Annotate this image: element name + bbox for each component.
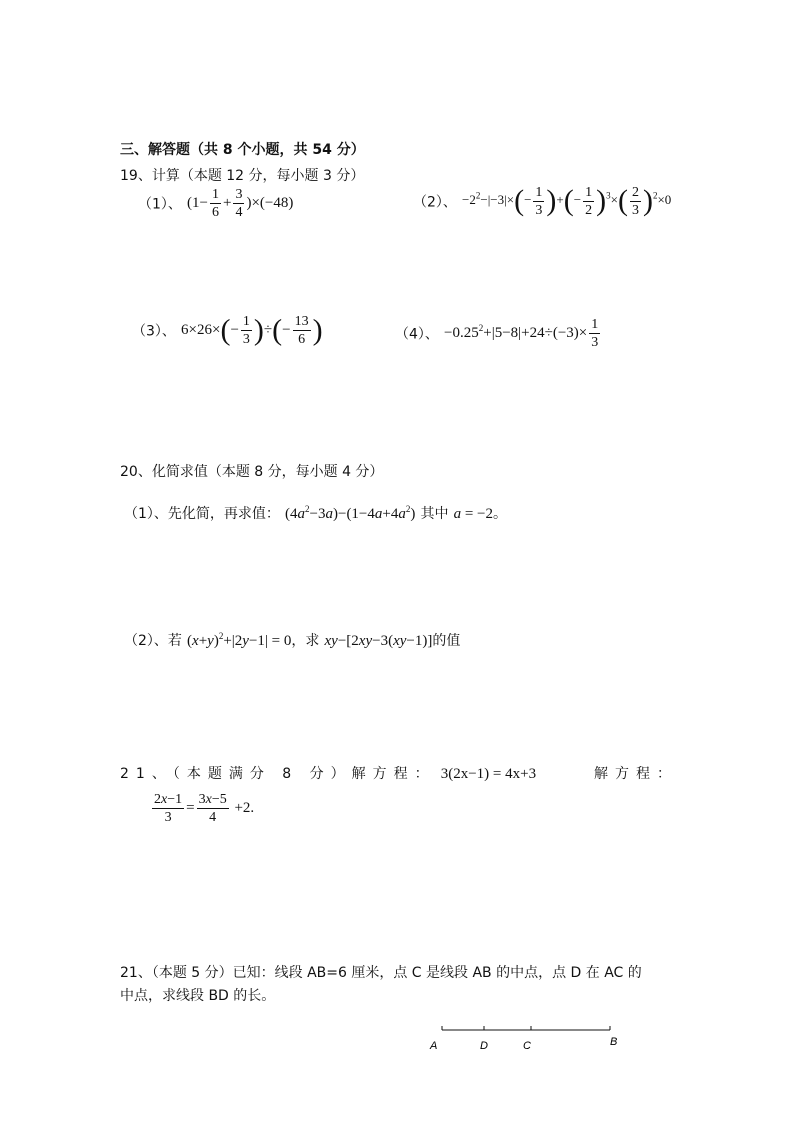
q20-part1-expression: $(4a^2-3a)-(1-4a+4a^2)$ bbox=[285, 504, 416, 522]
q20-part2-condition: $(x+y)^2+|2y-1| = 0$ bbox=[187, 631, 292, 649]
q20-part2-mid: ，求 bbox=[291, 633, 320, 649]
q19-part1-expression: (1− $\frac{1}{6}$ + $\frac{3}{4}$ )×(−48) bbox=[187, 187, 294, 220]
q19-part3 bbox=[132, 313, 323, 348]
q20-part2-end: 的值 bbox=[432, 633, 461, 649]
q19-part2 bbox=[413, 184, 671, 219]
q20-part1-value: a = −2 bbox=[453, 506, 493, 522]
q19-part3-label: （3）、 bbox=[132, 323, 176, 340]
q19-part4-label: （4）、 bbox=[395, 326, 439, 343]
point-label-a: A bbox=[430, 1040, 438, 1052]
q19-part2-expression: $-2^2-|-3|\times(-$ $\frac{1}{3}$ )+(− $\frac{1}{2}$ )$^3$×( $\frac{2}{3}$ )$^2$×0 bbox=[462, 184, 672, 218]
q19-part1-label: （1）、 bbox=[138, 196, 182, 213]
q21a-second-label: 解方程： bbox=[594, 766, 678, 782]
q20-heading: 20、化简求值（本题 8 分，每小题 4 分） bbox=[120, 464, 384, 480]
q20-part1-end: 。 bbox=[492, 506, 507, 522]
q19-part4 bbox=[395, 316, 602, 351]
section-title: 三、解答题（共 8 个小题，共 54 分） bbox=[120, 142, 365, 158]
q19-heading: 19、计算（本题 12 分，每小题 3 分） bbox=[120, 168, 365, 184]
q19-part1 bbox=[138, 186, 293, 221]
q21a-tail: +2. bbox=[234, 800, 255, 816]
q19-part4-expression: $-0.25^2+|5-8|+24\div(-3)\times$ $\frac{1}{3}$ bbox=[444, 317, 599, 350]
segment-diagram bbox=[420, 1020, 640, 1060]
q21a-equation: 3(2x−1) = 4x+3 bbox=[440, 766, 537, 782]
q19-part2-label: （2）、 bbox=[413, 194, 457, 211]
q20-part1-condition: 其中 bbox=[420, 506, 449, 522]
q20-part2 bbox=[124, 630, 460, 650]
q19-part3-expression: 6×26×(− $\frac{1}{3}$ )÷(− $\frac{13}{6}$ ) bbox=[181, 313, 323, 347]
point-label-c: C bbox=[523, 1040, 531, 1052]
q21a-fraction-expression: $\frac{2x-1}{3}$ = $\frac{3x-5}{4}$ bbox=[154, 792, 227, 825]
q20-part2-expression: xy−[2xy−3(xy−1)] bbox=[324, 633, 433, 649]
q21a-heading: 21、（本题满分 8 分）解方程： bbox=[120, 766, 436, 782]
q20-part1 bbox=[124, 503, 507, 523]
q20-part2-label: （2）、若 bbox=[124, 633, 182, 649]
point-label-d: D bbox=[480, 1040, 488, 1052]
q21a-line1 bbox=[120, 763, 536, 783]
q21b-line2: 中点，求线段 BD 的长。 bbox=[120, 988, 276, 1004]
q20-part1-text: （1）、先化简，再求值： bbox=[124, 506, 280, 522]
point-label-b: B bbox=[610, 1036, 618, 1048]
q21a-fraction-equation bbox=[150, 791, 254, 826]
q21b-line1: 21、（本题 5 分）已知：线段 AB=6 厘米，点 C 是线段 AB 的中点，点 D 在 AC 的 bbox=[120, 965, 642, 981]
